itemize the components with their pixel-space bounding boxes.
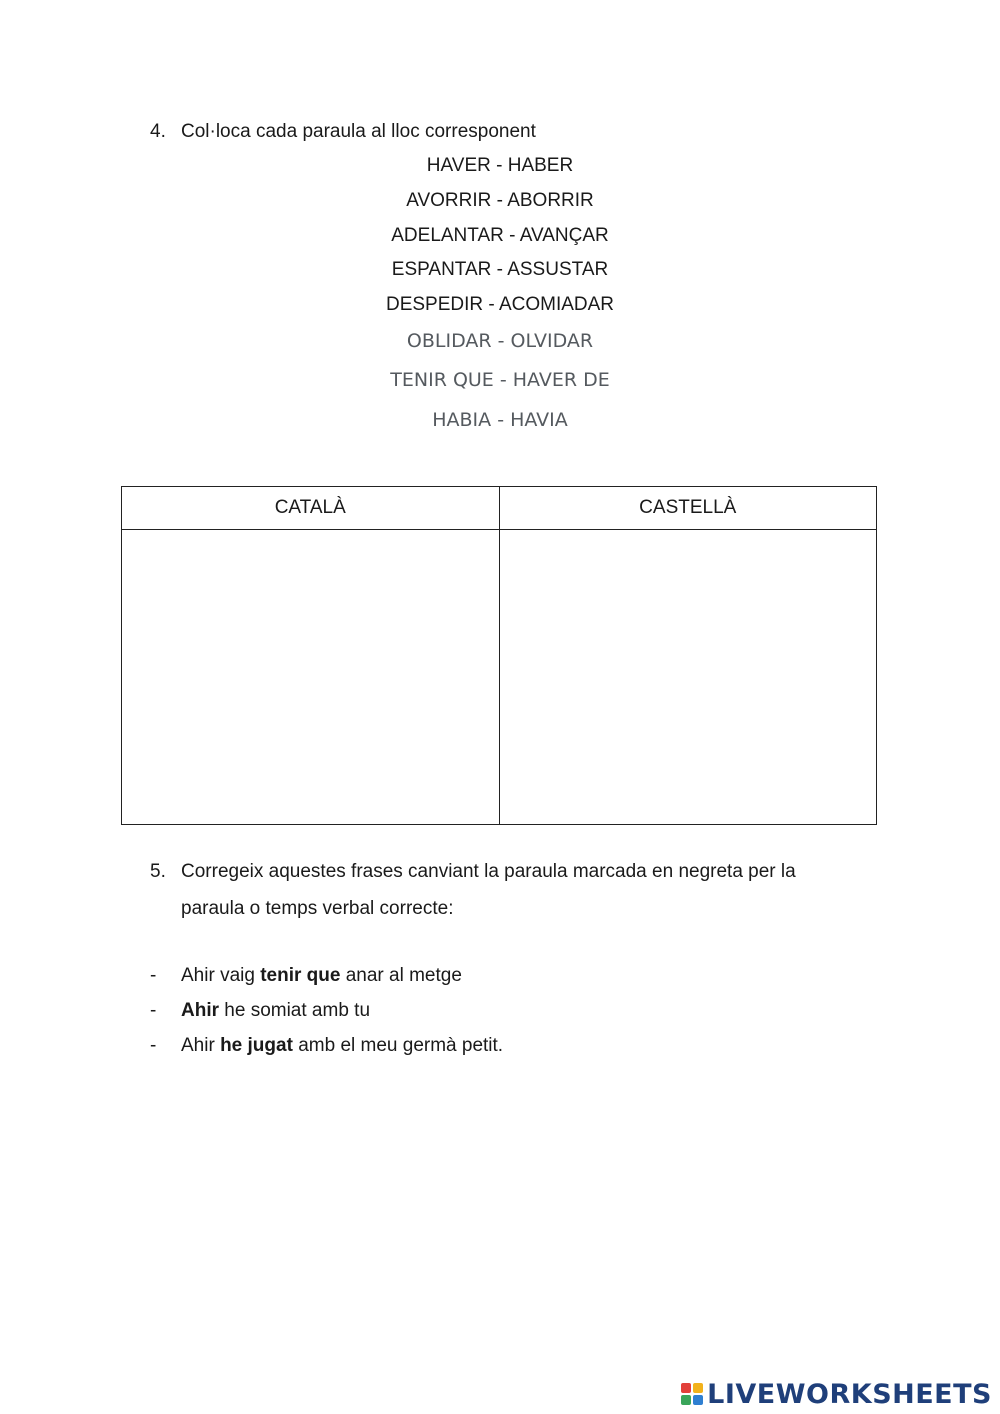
word-pair[interactable]: DESPEDIR - ACOMIADAR xyxy=(385,294,615,315)
sentence-text: amb el meu germà petit. xyxy=(292,1035,504,1056)
logo-square xyxy=(693,1395,703,1405)
word-pair[interactable]: OBLIDAR - OLVIDAR xyxy=(406,330,594,352)
sorting-table xyxy=(121,486,877,825)
question-5-number: 5. xyxy=(150,861,166,882)
word-pair[interactable]: AVORRIR - ABORRIR xyxy=(406,190,594,211)
column-header-catala: CATALÀ xyxy=(122,487,500,530)
sentence-item xyxy=(181,965,462,987)
word-pair[interactable]: TENIR QUE - HAVER DE xyxy=(390,369,610,391)
sentence-text: anar al metge xyxy=(340,965,462,986)
question-4-instruction: Col·loca cada paraula al lloc corresponent xyxy=(181,121,536,142)
sentence-bold-word: Ahir xyxy=(181,1000,219,1021)
sentence-text: Ahir vaig xyxy=(181,965,261,986)
liveworksheets-logo xyxy=(681,1374,992,1414)
word-pair[interactable]: ADELANTAR - AVANÇAR xyxy=(391,225,609,246)
drop-zone-castella[interactable] xyxy=(499,530,877,825)
word-pair[interactable]: HABIA - HAVIA xyxy=(432,409,568,431)
list-dash: - xyxy=(150,1035,157,1056)
column-header-castella: CASTELLÀ xyxy=(499,487,877,530)
sentence-text: he somiat amb tu xyxy=(219,1000,371,1021)
logo-square xyxy=(693,1383,703,1393)
question-5-instruction-line1: Corregeix aquestes frases canviant la paraula marcada en negreta per la xyxy=(181,861,796,882)
drop-zone-catala[interactable] xyxy=(122,530,500,825)
word-pair[interactable]: HAVER - HABER xyxy=(426,155,574,176)
list-dash: - xyxy=(150,965,157,986)
logo-grid-icon xyxy=(681,1383,703,1405)
sentence-item xyxy=(181,1000,370,1022)
word-pair[interactable]: ESPANTAR - ASSUSTAR xyxy=(391,259,609,280)
question-5-instruction-line2: paraula o temps verbal correcte: xyxy=(181,898,454,919)
sentence-text: Ahir xyxy=(181,1035,221,1056)
logo-square xyxy=(681,1383,691,1393)
list-dash: - xyxy=(150,1000,157,1021)
sentence-bold-word: tenir que xyxy=(260,965,341,986)
logo-square xyxy=(681,1395,691,1405)
sentence-bold-word: he jugat xyxy=(220,1035,293,1056)
question-4-number: 4. xyxy=(150,121,166,142)
logo-text: LIVEWORKSHEETS xyxy=(707,1378,992,1410)
sentence-item xyxy=(181,1035,503,1057)
